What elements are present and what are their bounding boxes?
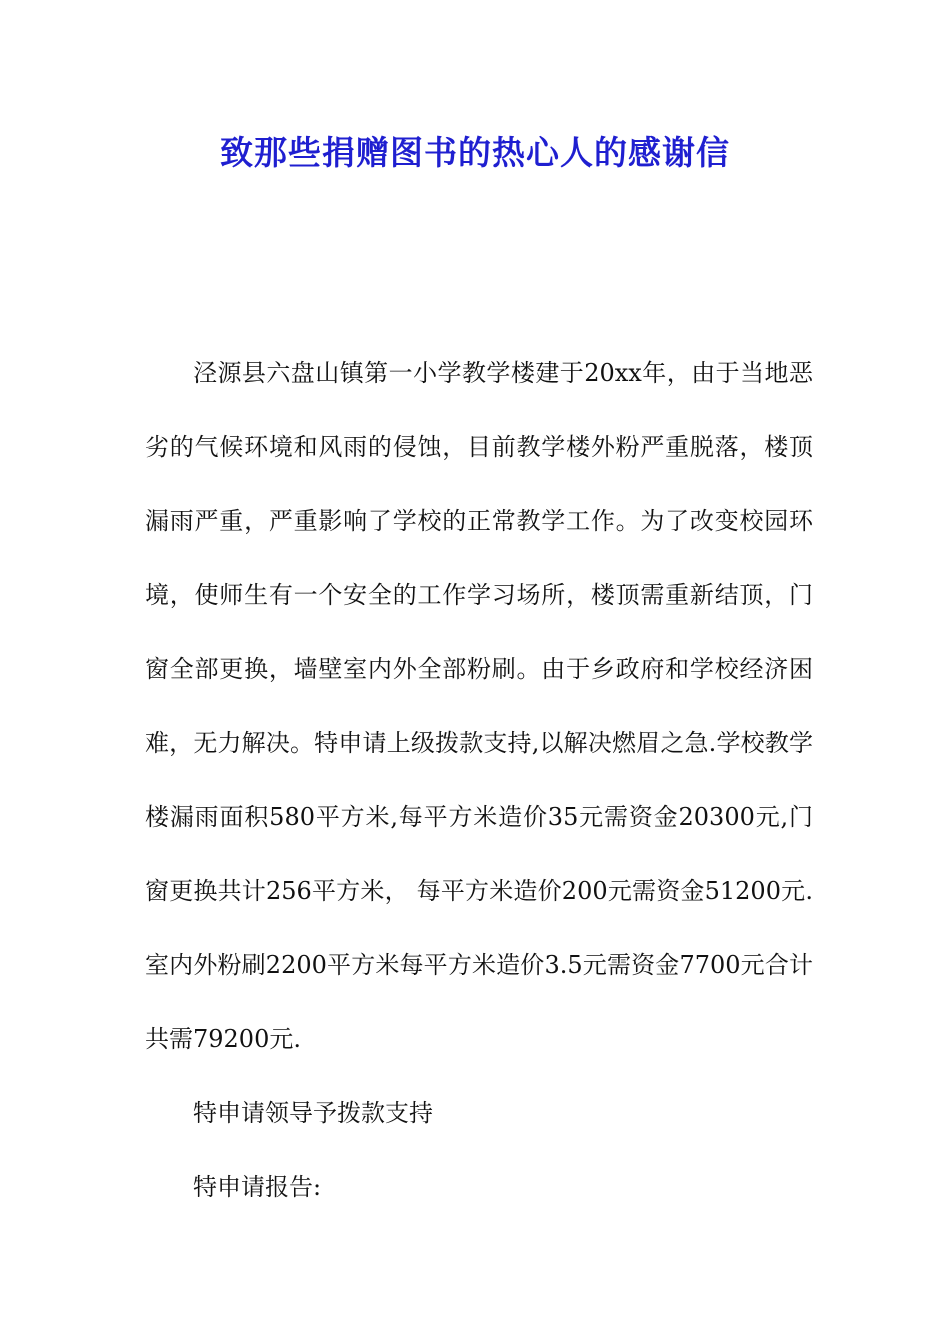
body-paragraph-report: 特申请报告: [193,1173,322,1201]
document-title: 致那些捐赠图书的热心人的感谢信 [220,133,730,172]
body-paragraph-main: 泾源县六盘山镇第一小学教学楼建于20xx年，由于当地恶劣的气候环境和风雨的侵蚀，目前教学楼外粉严重脱落，楼顶漏雨严重，严重影响了学校的正常教学工作。为了改变校园环境，使师生有一个安全的工作学习场所，楼顶需重新结顶，门窗全部更换，墙壁室内外全部粉刷。由于乡政府和学校经济困难，无力解决。特申请上级拨款支持,以解决燃眉之急.学校教学楼漏雨面积580平方米,每平方米造价35元需资金20300元,门窗更换共计256平方米， 每平方米造价200元需资金51200元. 室内外粉刷2200平方米每平方米造价3.5元需资金7700元合计共需79200元. [145,359,813,1053]
body-paragraph-request: 特申请领导予拨款支持 [193,1099,433,1127]
document-body [145,336,813,1224]
